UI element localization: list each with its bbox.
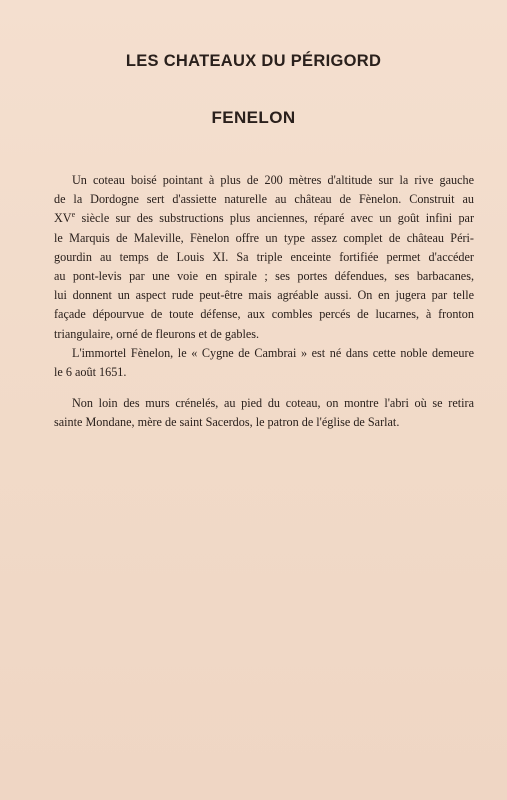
paragraph-2 <box>54 344 474 382</box>
paragraph-gap <box>54 382 474 394</box>
text-line: gourdin au temps de Louis XI. Sa triple enceinte fortifiée permet d'accéder <box>54 249 474 264</box>
century-label: XVe <box>54 210 76 226</box>
page-header: LES CHATEAUX DU PÉRIGORD <box>125 52 382 70</box>
text-line: sainte Mondane, mère de saint Sacerdos, le patron de l'église de Sarlat. <box>54 415 400 430</box>
paragraph-3 <box>54 394 474 432</box>
text-line: au pont-levis par une voie en spirale ; ses portes défendues, ses barbacanes, <box>54 269 474 284</box>
paragraph-1 <box>54 171 474 344</box>
text-line-content: siècle sur des substructions plus anciennes, réparé avec un goût infini par <box>81 211 475 226</box>
text-line: le 6 août 1651. <box>54 365 127 380</box>
page-title: FENELON <box>211 108 296 127</box>
text-line <box>54 209 474 228</box>
text-line: L'immortel Fènelon, le « Cygne de Cambrai » est né dans cette noble demeure <box>72 345 474 360</box>
text-line: façade dépourvue de toute défense, aux combles percés de lucarnes, à fronton <box>54 307 474 322</box>
text-line: de la Dordogne sert d'assiette naturelle au château de Fènelon. Construit au <box>54 192 474 207</box>
text-line: lui donnent un aspect rude peut-être mais agréable aussi. On en jugera par telle <box>54 288 474 303</box>
body-text <box>54 171 474 433</box>
text-line: Un coteau boisé pointant à plus de 200 mètres d'altitude sur la rive gauche <box>72 173 474 187</box>
text-line: Non loin des murs crénelés, au pied du coteau, on montre l'abri où se retira <box>72 396 474 411</box>
text-line: le Marquis de Maleville, Fènelon offre un type assez complet de château Péri- <box>54 230 474 245</box>
text-line: triangulaire, orné de fleurons et de gables. <box>54 326 260 341</box>
